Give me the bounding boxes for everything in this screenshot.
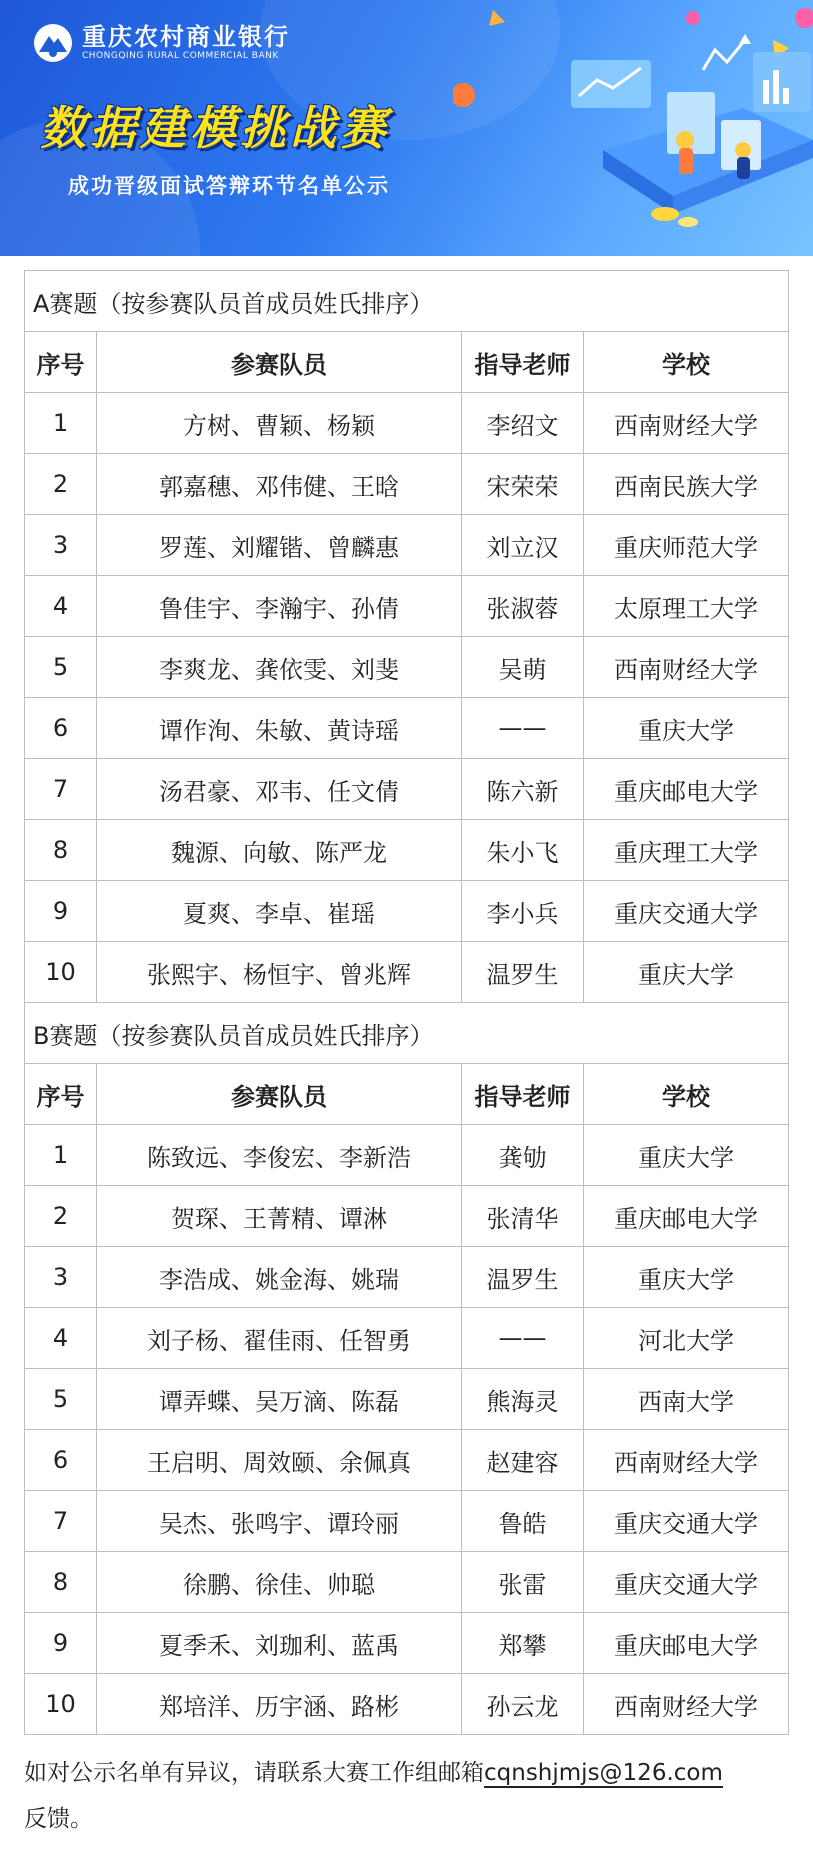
cell-members: 郭嘉穗、邓伟健、王晗 <box>97 454 462 515</box>
bank-name-en: CHONGQING RURAL COMMERCIAL BANK <box>82 51 279 61</box>
bank-name-cn: 重庆农村商业银行 <box>82 22 290 51</box>
data-analytics-illustration <box>453 0 813 256</box>
cell-advisor: 张淑蓉 <box>462 576 584 637</box>
cell-no: 4 <box>25 1308 97 1369</box>
cell-no: 9 <box>25 1613 97 1674</box>
cell-no: 9 <box>25 881 97 942</box>
cell-no: 10 <box>25 1674 97 1735</box>
cell-members: 李爽龙、龚依雯、刘斐 <box>97 637 462 698</box>
table-row <box>25 1369 789 1430</box>
notice-text: 如对公示名单有异议，请联系大赛工作组邮箱 <box>24 1760 484 1786</box>
section-a-header-row <box>25 332 789 393</box>
cell-no: 2 <box>25 454 97 515</box>
cell-members: 吴杰、张鸣宇、谭玲丽 <box>97 1491 462 1552</box>
cell-advisor: 熊海灵 <box>462 1369 584 1430</box>
cell-members: 谭弄蝶、吴万滴、陈磊 <box>97 1369 462 1430</box>
cell-school: 西南财经大学 <box>584 637 789 698</box>
cell-school: 西南财经大学 <box>584 393 789 454</box>
contact-email-link[interactable]: cqnshjmjs@126.com <box>484 1760 723 1786</box>
header-advisor: 指导老师 <box>462 1064 584 1125</box>
header-school: 学校 <box>584 332 789 393</box>
table-row <box>25 1186 789 1247</box>
cell-school: 重庆师范大学 <box>584 515 789 576</box>
cell-advisor: 陈六新 <box>462 759 584 820</box>
cell-advisor: —— <box>462 698 584 759</box>
cell-no: 3 <box>25 1247 97 1308</box>
cell-school: 重庆邮电大学 <box>584 759 789 820</box>
table-row <box>25 1430 789 1491</box>
section-a-title: A赛题（按参赛队员首成员姓氏排序） <box>25 271 789 332</box>
header-no: 序号 <box>25 332 97 393</box>
header-members: 参赛队员 <box>97 332 462 393</box>
table-row <box>25 759 789 820</box>
cell-school: 重庆大学 <box>584 942 789 1003</box>
cell-no: 6 <box>25 1430 97 1491</box>
cell-school: 西南财经大学 <box>584 1674 789 1735</box>
cell-advisor: 鲁皓 <box>462 1491 584 1552</box>
table-row <box>25 820 789 881</box>
header-members: 参赛队员 <box>97 1064 462 1125</box>
cell-advisor: 温罗生 <box>462 942 584 1003</box>
header-no: 序号 <box>25 1064 97 1125</box>
section-a-title-row <box>25 271 789 332</box>
cell-members: 夏爽、李卓、崔瑶 <box>97 881 462 942</box>
shortlist-tables <box>24 270 788 1735</box>
cell-school: 重庆大学 <box>584 1247 789 1308</box>
cell-school: 重庆理工大学 <box>584 820 789 881</box>
header-school: 学校 <box>584 1064 789 1125</box>
cell-advisor: 龚劬 <box>462 1125 584 1186</box>
cell-no: 1 <box>25 393 97 454</box>
cell-no: 5 <box>25 1369 97 1430</box>
cell-members: 徐鹏、徐佳、帅聪 <box>97 1552 462 1613</box>
shortlist-table-body <box>25 271 789 1735</box>
cell-school: 太原理工大学 <box>584 576 789 637</box>
cell-school: 重庆交通大学 <box>584 1491 789 1552</box>
cell-advisor: —— <box>462 1308 584 1369</box>
cell-school: 重庆交通大学 <box>584 1552 789 1613</box>
shortlist-table <box>24 270 789 1735</box>
cell-no: 5 <box>25 637 97 698</box>
cell-advisor: 朱小飞 <box>462 820 584 881</box>
cell-advisor: 吴萌 <box>462 637 584 698</box>
cell-school: 西南大学 <box>584 1369 789 1430</box>
table-row <box>25 1308 789 1369</box>
cell-advisor: 赵建容 <box>462 1430 584 1491</box>
cell-school: 西南财经大学 <box>584 1430 789 1491</box>
cell-members: 罗莲、刘耀锴、曾麟惠 <box>97 515 462 576</box>
objection-notice <box>24 1750 794 1842</box>
cell-school: 河北大学 <box>584 1308 789 1369</box>
notice-text-end: 反馈。 <box>24 1806 93 1832</box>
bank-logo <box>32 22 290 64</box>
cell-no: 8 <box>25 1552 97 1613</box>
table-row <box>25 393 789 454</box>
cell-members: 方树、曹颖、杨颖 <box>97 393 462 454</box>
page-subtitle: 成功晋级面试答辩环节名单公示 <box>68 174 390 198</box>
table-row <box>25 942 789 1003</box>
cell-members: 李浩成、姚金海、姚瑞 <box>97 1247 462 1308</box>
cell-advisor: 张雷 <box>462 1552 584 1613</box>
cell-advisor: 宋荣荣 <box>462 454 584 515</box>
cell-no: 1 <box>25 1125 97 1186</box>
page-title: 数据建模挑战赛 <box>40 101 390 155</box>
table-row <box>25 881 789 942</box>
cell-no: 7 <box>25 759 97 820</box>
cell-members: 鲁佳宇、李瀚宇、孙倩 <box>97 576 462 637</box>
cell-school: 重庆交通大学 <box>584 881 789 942</box>
cell-members: 郑培洋、历宇涵、路彬 <box>97 1674 462 1735</box>
banner <box>0 0 813 256</box>
cell-members: 汤君豪、邓韦、任文倩 <box>97 759 462 820</box>
cell-no: 2 <box>25 1186 97 1247</box>
cell-no: 7 <box>25 1491 97 1552</box>
cell-no: 4 <box>25 576 97 637</box>
table-row <box>25 576 789 637</box>
section-b-title: B赛题（按参赛队员首成员姓氏排序） <box>25 1003 789 1064</box>
cell-members: 陈致远、李俊宏、李新浩 <box>97 1125 462 1186</box>
cell-advisor: 张清华 <box>462 1186 584 1247</box>
cell-no: 10 <box>25 942 97 1003</box>
cell-advisor: 郑攀 <box>462 1613 584 1674</box>
cell-school: 重庆邮电大学 <box>584 1186 789 1247</box>
table-row <box>25 637 789 698</box>
table-row <box>25 1552 789 1613</box>
table-row <box>25 1491 789 1552</box>
cell-no: 6 <box>25 698 97 759</box>
cell-advisor: 李绍文 <box>462 393 584 454</box>
section-b-header-row <box>25 1064 789 1125</box>
bank-logo-icon <box>32 22 74 64</box>
cell-members: 刘子杨、翟佳雨、任智勇 <box>97 1308 462 1369</box>
cell-advisor: 孙云龙 <box>462 1674 584 1735</box>
table-row <box>25 515 789 576</box>
table-row <box>25 454 789 515</box>
section-b-title-row <box>25 1003 789 1064</box>
cell-school: 重庆大学 <box>584 698 789 759</box>
cell-school: 西南民族大学 <box>584 454 789 515</box>
table-row <box>25 1247 789 1308</box>
cell-school: 重庆大学 <box>584 1125 789 1186</box>
cell-no: 8 <box>25 820 97 881</box>
cell-members: 张熙宇、杨恒宇、曾兆辉 <box>97 942 462 1003</box>
cell-advisor: 李小兵 <box>462 881 584 942</box>
table-row <box>25 1125 789 1186</box>
cell-school: 重庆邮电大学 <box>584 1613 789 1674</box>
cell-advisor: 温罗生 <box>462 1247 584 1308</box>
cell-members: 王启明、周效颐、余佩真 <box>97 1430 462 1491</box>
header-advisor: 指导老师 <box>462 332 584 393</box>
cell-members: 魏源、向敏、陈严龙 <box>97 820 462 881</box>
table-row <box>25 698 789 759</box>
cell-advisor: 刘立汉 <box>462 515 584 576</box>
cell-members: 谭作洵、朱敏、黄诗瑶 <box>97 698 462 759</box>
cell-no: 3 <box>25 515 97 576</box>
table-row <box>25 1674 789 1735</box>
table-row <box>25 1613 789 1674</box>
cell-members: 夏季禾、刘珈利、蓝禹 <box>97 1613 462 1674</box>
cell-members: 贺琛、王菁精、谭淋 <box>97 1186 462 1247</box>
